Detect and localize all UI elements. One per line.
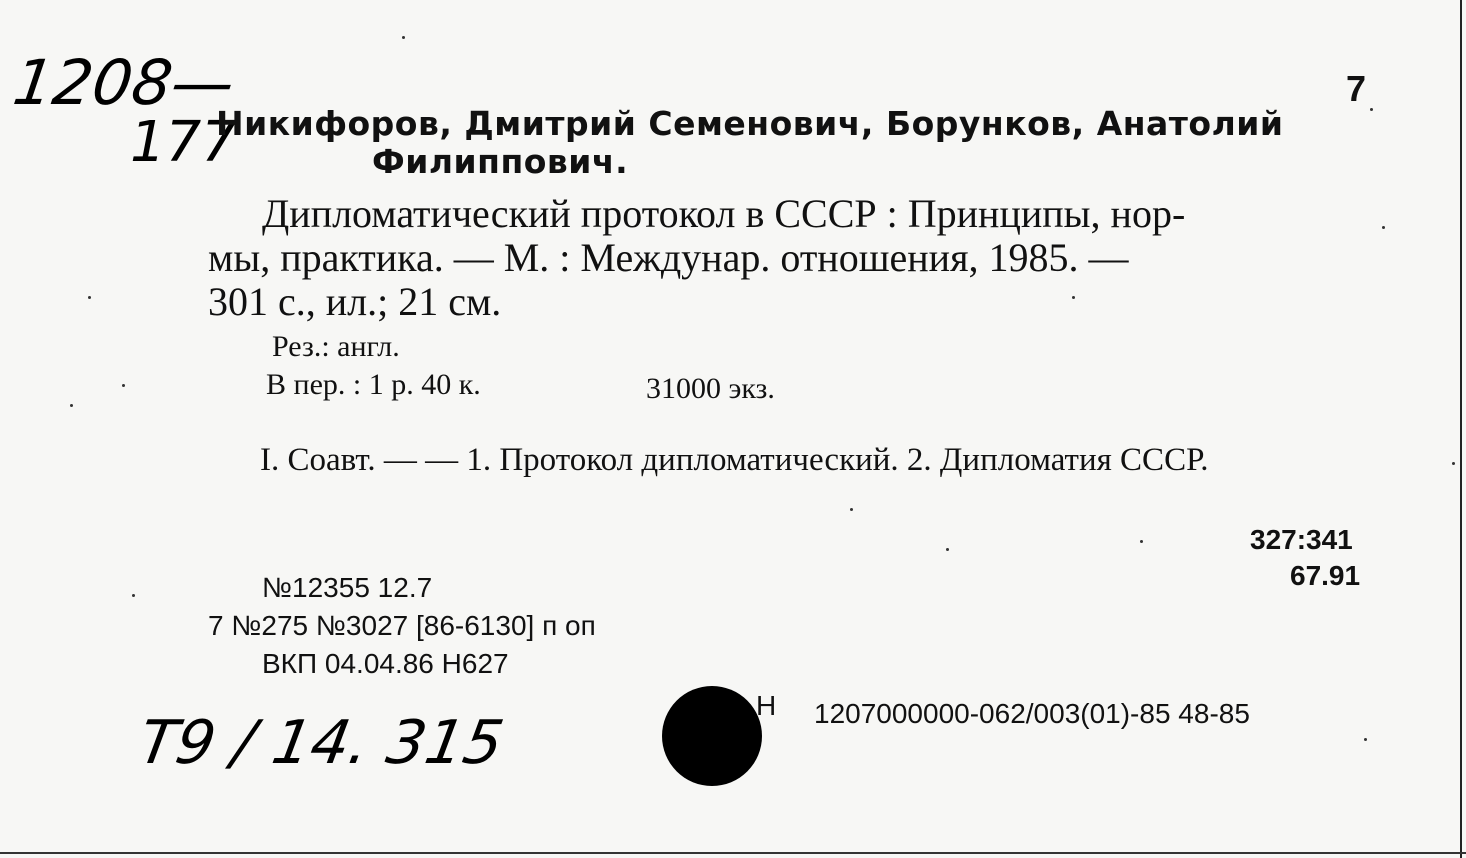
speckle — [1370, 108, 1373, 111]
title-line-3: 301 с., ил.; 21 см. — [208, 279, 502, 324]
price-note: В пер. : 1 р. 40 к. — [266, 368, 481, 401]
speckle — [1382, 226, 1385, 229]
speckle — [402, 36, 405, 39]
speckle — [70, 404, 73, 407]
classification-bbk: 67.91 — [1290, 560, 1361, 591]
code-number: 1207000000-062/003(01)-85 48-85 — [814, 698, 1250, 729]
code-prefix: Н — [756, 690, 777, 721]
speckle — [850, 508, 853, 511]
title-line-1: Дипломатический протокол в СССР : Принципы, нор- — [262, 191, 1186, 236]
speckle — [1364, 738, 1367, 741]
speckle — [1072, 296, 1075, 299]
author-line-2: Филиппович. — [372, 142, 629, 181]
copies-note: 31000 экз. — [646, 372, 775, 405]
card-number: 7 — [1346, 68, 1367, 109]
author-line-1: Никифоров, Дмитрий Семенович, Борунков, Анатолий — [216, 104, 1284, 143]
handwritten-sub-number: 177 — [130, 110, 237, 175]
summary-note: Рез.: англ. — [272, 330, 400, 363]
speckle — [122, 384, 125, 387]
speckle — [88, 296, 91, 299]
subject-headings: I. Соавт. — — 1. Протокол дипломатический. 2. Дипломатия СССР. — [260, 442, 1209, 478]
punch-hole — [662, 686, 762, 786]
handwritten-inventory: Т9 / 14. 315 — [133, 708, 509, 778]
speckle — [1452, 462, 1455, 465]
handwritten-call-number: 1208— — [8, 46, 239, 119]
speckle — [132, 594, 135, 597]
order-line-2: 7 №275 №3027 [86-6130] п оп — [208, 610, 596, 641]
title-line-2: мы, практика. — М. : Междунар. отношения, 1985. — — [208, 235, 1129, 280]
card-bottom-edge — [0, 852, 1466, 854]
order-line-3: ВКП 04.04.86 Н627 — [262, 648, 509, 679]
order-line-1: №12355 12.7 — [262, 572, 433, 603]
speckle — [1140, 540, 1143, 543]
speckle — [946, 548, 949, 551]
classification-udc: 327:341 — [1250, 524, 1353, 555]
card-right-edge — [1460, 0, 1462, 858]
